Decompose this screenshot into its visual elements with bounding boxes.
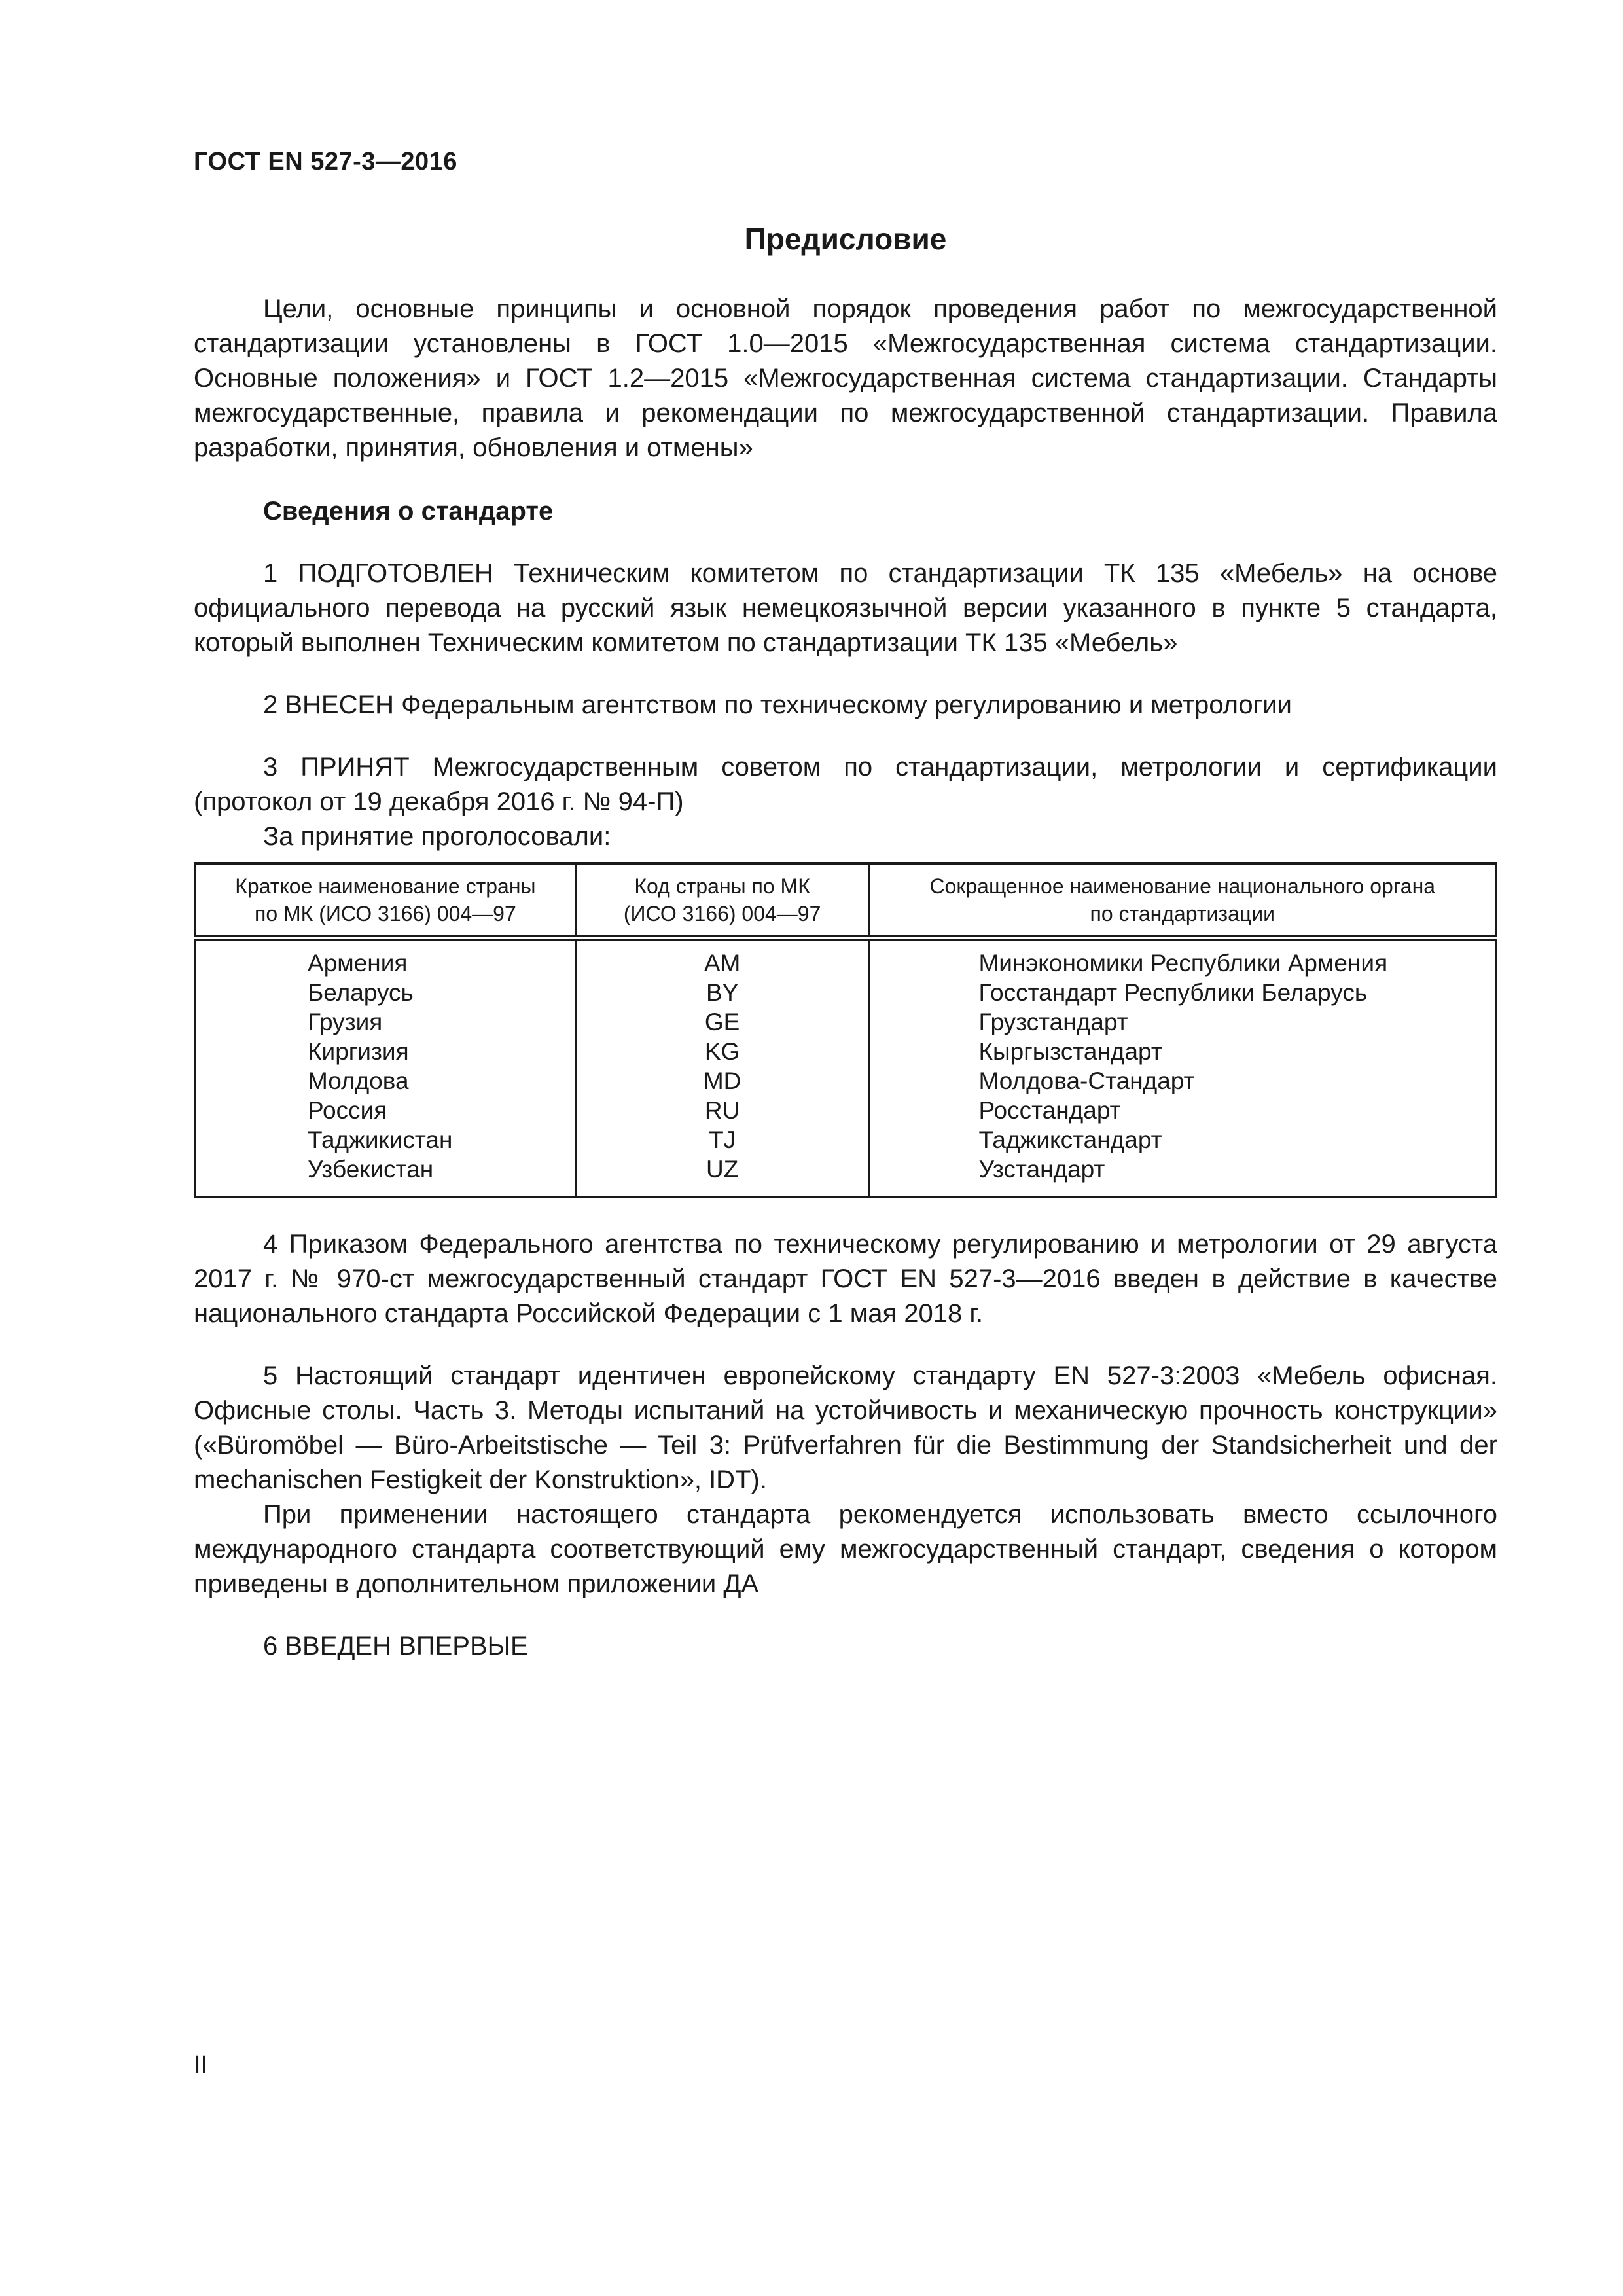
- code-cell: BY: [575, 978, 869, 1007]
- item-3-paragraph: 3 ПРИНЯТ Межгосударственным советом по стандартизации, метрологии и сертификации (протокол от 19 декабря 2016 г. № 94-П): [194, 753, 1497, 816]
- voting-countries-table: [194, 862, 1497, 1198]
- country-cell: Киргизия: [308, 1038, 409, 1065]
- code-cell: KG: [575, 1037, 869, 1066]
- table-header-org: Сокращенное наименование национального органа по стандартизации: [869, 863, 1496, 938]
- code-cell: RU: [575, 1096, 869, 1125]
- org-cell: Таджикстандарт: [869, 1125, 1496, 1155]
- table-row: [195, 1007, 1496, 1037]
- country-cell: Беларусь: [308, 979, 414, 1006]
- code-cell: MD: [575, 1066, 869, 1096]
- item-5-note-paragraph: При применении настоящего стандарта рекомендуется использовать вместо ссылочного международного стандарта соответствующий ему межгосударственный стандарт, сведения о котором приведены в дополнительном приложении ДА: [194, 1500, 1497, 1598]
- table-header-country: Краткое наименование страны по МК (ИСО 3166) 004—97: [195, 863, 575, 938]
- table-row: [195, 1125, 1496, 1155]
- item-5-paragraph: 5 Настоящий стандарт идентичен европейскому стандарту EN 527-3:2003 «Мебель офисная. Офисные столы. Часть 3. Методы испытаний на устойчивость и механическую прочность конструкции» («Büromöbel — Büro-Arbeitstische — Teil 3: Prüfverfahren für die Bestimmung der Standsicherheit und der mechanischen Festigkeit der Konstruktion», IDT).: [194, 1361, 1497, 1494]
- table-row: [195, 978, 1496, 1007]
- page-number: II: [194, 2051, 208, 2079]
- page-title: Предисловие: [744, 222, 947, 256]
- country-cell: Узбекистан: [308, 1156, 434, 1183]
- table-header-code: Код страны по МК (ИСО 3166) 004—97: [575, 863, 869, 938]
- page-content: [194, 292, 1497, 1664]
- org-cell: Грузстандарт: [869, 1007, 1496, 1037]
- item-2-paragraph: 2 ВНЕСЕН Федеральным агентством по техническому регулированию и метрологии: [263, 691, 1292, 719]
- section-heading: Сведения о стандарте: [263, 497, 554, 526]
- vote-intro: За принятие проголосовали:: [263, 822, 611, 851]
- code-cell: UZ: [575, 1155, 869, 1197]
- org-cell: Узстандарт: [869, 1155, 1496, 1197]
- code-cell: GE: [575, 1007, 869, 1037]
- org-cell: Кыргызстандарт: [869, 1037, 1496, 1066]
- standard-code-header: ГОСТ EN 527-3—2016: [194, 148, 457, 175]
- org-cell: Госстандарт Республики Беларусь: [869, 978, 1496, 1007]
- country-cell: Армения: [308, 950, 408, 977]
- org-cell: Молдова-Стандарт: [869, 1066, 1496, 1096]
- country-cell: Грузия: [308, 1009, 383, 1035]
- table-header-row: [195, 863, 1496, 938]
- org-cell: Росстандарт: [869, 1096, 1496, 1125]
- table-row: [195, 1096, 1496, 1125]
- country-cell: Молдова: [308, 1067, 409, 1094]
- table-row: [195, 1037, 1496, 1066]
- table-row: [195, 1155, 1496, 1197]
- country-cell: Россия: [308, 1097, 387, 1124]
- code-cell: TJ: [575, 1125, 869, 1155]
- table-row: [195, 938, 1496, 978]
- org-cell: Минэкономики Республики Армения: [869, 938, 1496, 978]
- table-row: [195, 1066, 1496, 1096]
- code-cell: AM: [575, 938, 869, 978]
- item-6-paragraph: 6 ВВЕДЕН ВПЕРВЫЕ: [263, 1632, 528, 1660]
- item-1-paragraph: 1 ПОДГОТОВЛЕН Техническим комитетом по стандартизации ТК 135 «Мебель» на основе официального перевода на русский язык немецкоязычной версии указанного в пункте 5 стандарта, который выполнен Техническим комитетом по стандартизации ТК 135 «Мебель»: [194, 559, 1497, 657]
- intro-paragraph: Цели, основные принципы и основной порядок проведения работ по межгосударственной стандартизации установлены в ГОСТ 1.0—2015 «Межгосударственная система стандартизации. Основные положения» и ГОСТ 1.2—2015 «Межгосударственная система стандартизации. Стандарты межгосударственные, правила и рекомендации по межгосударственной стандартизации. Правила разработки, принятия, обновления и отмены»: [194, 295, 1497, 462]
- country-cell: Таджикистан: [308, 1126, 453, 1153]
- item-4-paragraph: 4 Приказом Федерального агентства по техническому регулированию и метрологии от 29 августа 2017 г. № 970-ст межгосударственный стандарт ГОСТ EN 527-3—2016 введен в действие в качестве национального стандарта Российской Федерации с 1 мая 2018 г.: [194, 1230, 1497, 1328]
